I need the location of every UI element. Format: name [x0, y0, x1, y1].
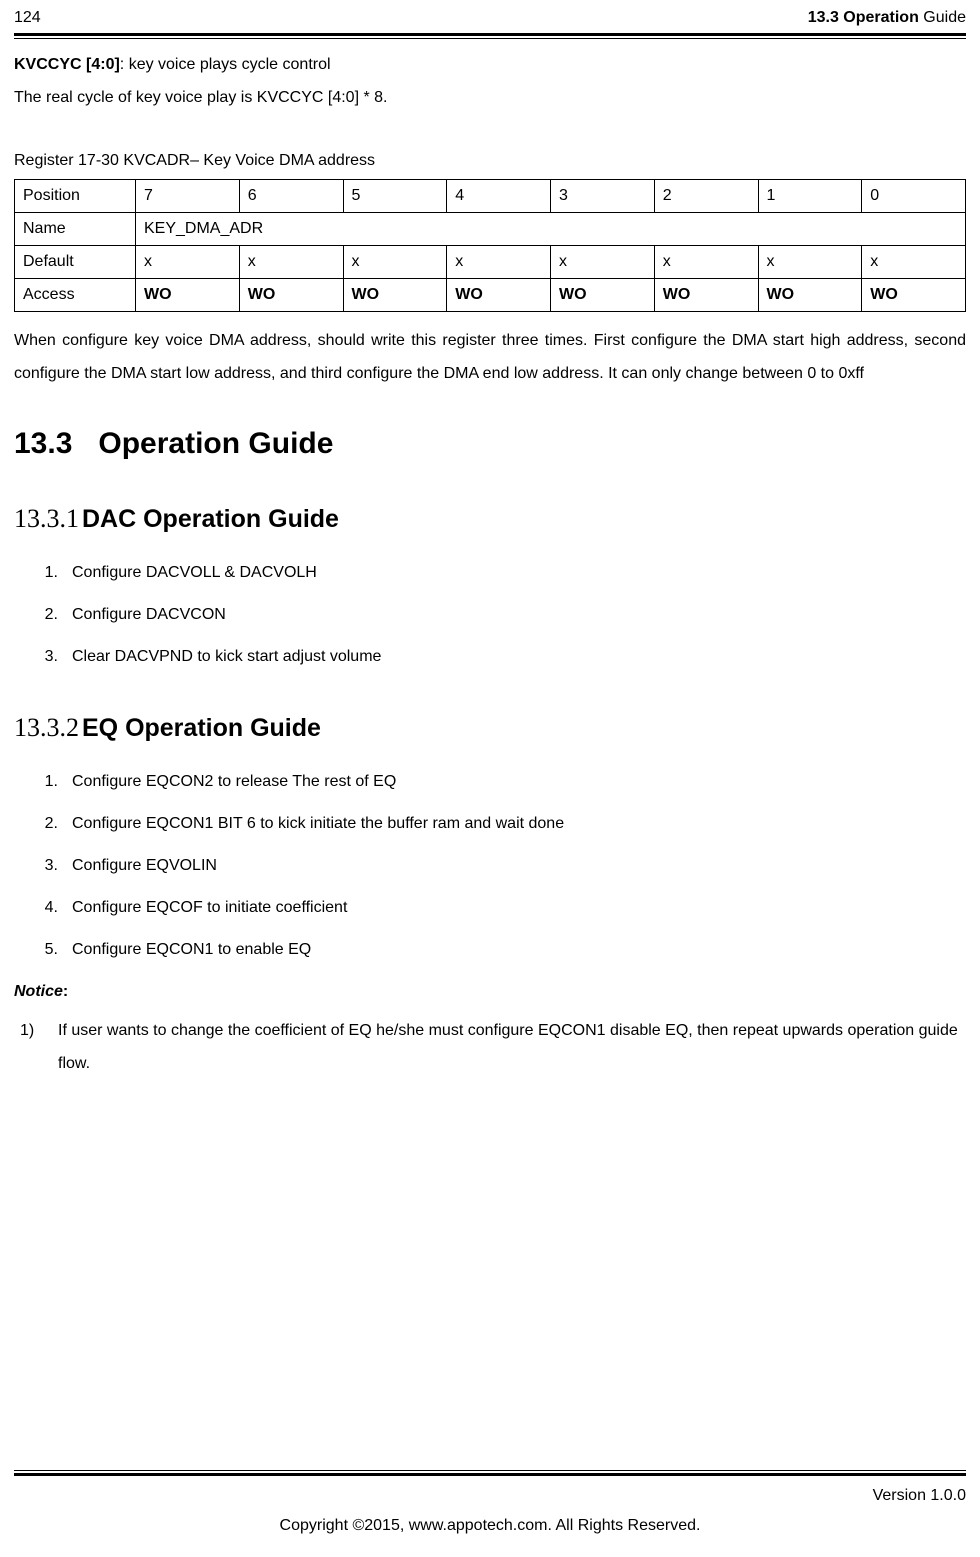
- subsection-title-dac: DAC Operation Guide: [82, 505, 339, 533]
- notice-item-text: If user wants to change the coefficient of EQ he/she must configure EQCON1 disable EQ, then repeat upwards operation guide flow.: [58, 1022, 958, 1072]
- bit-cell: 7: [136, 180, 240, 213]
- header-section-title-bold: 13.3 Operation: [807, 9, 919, 26]
- register-note-paragraph: When configure key voice DMA address, should write this register three times. First configure the DMA start high address, second configure the DMA start low address, and third configure the DMA end low address. It can only change between 0 to 0xff: [14, 332, 966, 382]
- kvccyc-definition-text: : key voice plays cycle control: [119, 56, 331, 73]
- list-item: [14, 849, 966, 882]
- row-label-access: Access: [15, 279, 136, 312]
- access-cell: WO: [758, 279, 862, 312]
- list-item: [14, 556, 966, 589]
- bit-cell: 0: [862, 180, 966, 213]
- access-cell: WO: [343, 279, 447, 312]
- access-cell: WO: [136, 279, 240, 312]
- notice-item-number: 1): [20, 1022, 35, 1039]
- list-item: [14, 640, 966, 673]
- access-cell: WO: [239, 279, 343, 312]
- default-cell: x: [343, 246, 447, 279]
- list-item-text: Configure EQCON1 BIT 6 to kick initiate the buffer ram and wait done: [72, 815, 565, 832]
- list-item-text: Configure DACVOLL & DACVOLH: [72, 564, 317, 581]
- eq-steps-list: [14, 765, 966, 966]
- header-rule-thick: [14, 33, 966, 36]
- header-section-title-rest: Guide: [918, 9, 966, 26]
- table-row-name: [15, 213, 966, 246]
- list-item-number: 1.: [44, 564, 58, 581]
- access-cell: WO: [862, 279, 966, 312]
- table-row-default: [15, 246, 966, 279]
- kvccyc-cycle-line: The real cycle of key voice play is KVCCYC [4:0] * 8.: [14, 89, 388, 106]
- list-item-number: 5.: [44, 941, 58, 958]
- copyright-text: Copyright ©2015, www.appotech.com. All Rights Reserved.: [279, 1517, 701, 1534]
- row-label-position: Position: [15, 180, 136, 213]
- notice-heading: [14, 975, 966, 1008]
- bit-cell: 4: [447, 180, 551, 213]
- subsection-number-eq: 13.3.2: [14, 713, 79, 742]
- page-header: [14, 8, 966, 28]
- subsection-heading-dac: [14, 502, 966, 536]
- bit-cell: 6: [239, 180, 343, 213]
- access-cell: WO: [551, 279, 655, 312]
- list-item-number: 3.: [44, 857, 58, 874]
- list-item-text: Clear DACVPND to kick start adjust volume: [72, 648, 382, 665]
- section-heading: [14, 424, 966, 464]
- kvccyc-term: KVCCYC [4:0]: [14, 56, 120, 73]
- bit-cell: 5: [343, 180, 447, 213]
- dac-steps-list: [14, 556, 966, 673]
- footer-rule: [14, 1470, 966, 1476]
- list-item-text: Configure EQCON2 to release The rest of EQ: [72, 773, 397, 790]
- default-cell: x: [447, 246, 551, 279]
- bit-cell: 1: [758, 180, 862, 213]
- list-item-text: Configure EQVOLIN: [72, 857, 217, 874]
- section-title: Operation Guide: [98, 427, 334, 460]
- default-cell: x: [654, 246, 758, 279]
- register-name-cell: KEY_DMA_ADR: [136, 213, 966, 246]
- default-cell: x: [239, 246, 343, 279]
- default-cell: x: [758, 246, 862, 279]
- footer-rule-thin: [14, 1470, 966, 1471]
- page-content: [14, 48, 966, 1080]
- list-item-number: 1.: [44, 773, 58, 790]
- list-item: [14, 598, 966, 631]
- version-text: Version 1.0.0: [872, 1487, 966, 1504]
- header-section-title: [808, 8, 966, 28]
- row-label-default: Default: [15, 246, 136, 279]
- table-row-position: [15, 180, 966, 213]
- access-cell: WO: [447, 279, 551, 312]
- notice-colon: :: [62, 983, 69, 1000]
- bit-cell: 2: [654, 180, 758, 213]
- list-item-number: 4.: [44, 899, 58, 916]
- table-row-access: [15, 279, 966, 312]
- kvccyc-definition-line: [14, 48, 966, 81]
- subsection-title-eq: EQ Operation Guide: [82, 714, 321, 742]
- page-number: 124: [14, 9, 41, 26]
- section-number: 13.3: [14, 427, 73, 460]
- default-cell: x: [862, 246, 966, 279]
- footer-rule-thick: [14, 1473, 966, 1476]
- header-rule: [14, 33, 966, 39]
- register-table: [14, 179, 966, 312]
- list-item-number: 2.: [44, 606, 58, 623]
- bit-cell: 3: [551, 180, 655, 213]
- list-item-number: 3.: [44, 648, 58, 665]
- subsection-number-dac: 13.3.1: [14, 504, 79, 533]
- list-item: [14, 765, 966, 798]
- notice-item: [14, 1014, 966, 1080]
- header-rule-thin: [14, 38, 966, 39]
- row-label-name: Name: [15, 213, 136, 246]
- list-item-number: 2.: [44, 815, 58, 832]
- page-footer: [14, 1470, 966, 1557]
- subsection-heading-eq: [14, 711, 966, 745]
- list-item-text: Configure EQCON1 to enable EQ: [72, 941, 312, 958]
- register-caption: Register 17-30 KVCADR– Key Voice DMA address: [14, 152, 376, 169]
- default-cell: x: [551, 246, 655, 279]
- access-cell: WO: [654, 279, 758, 312]
- default-cell: x: [136, 246, 240, 279]
- list-item: [14, 807, 966, 840]
- list-item-text: Configure DACVCON: [72, 606, 226, 623]
- list-item: [14, 933, 966, 966]
- notice-label: Notice: [14, 983, 63, 1000]
- list-item-text: Configure EQCOF to initiate coefficient: [72, 899, 348, 916]
- list-item: [14, 891, 966, 924]
